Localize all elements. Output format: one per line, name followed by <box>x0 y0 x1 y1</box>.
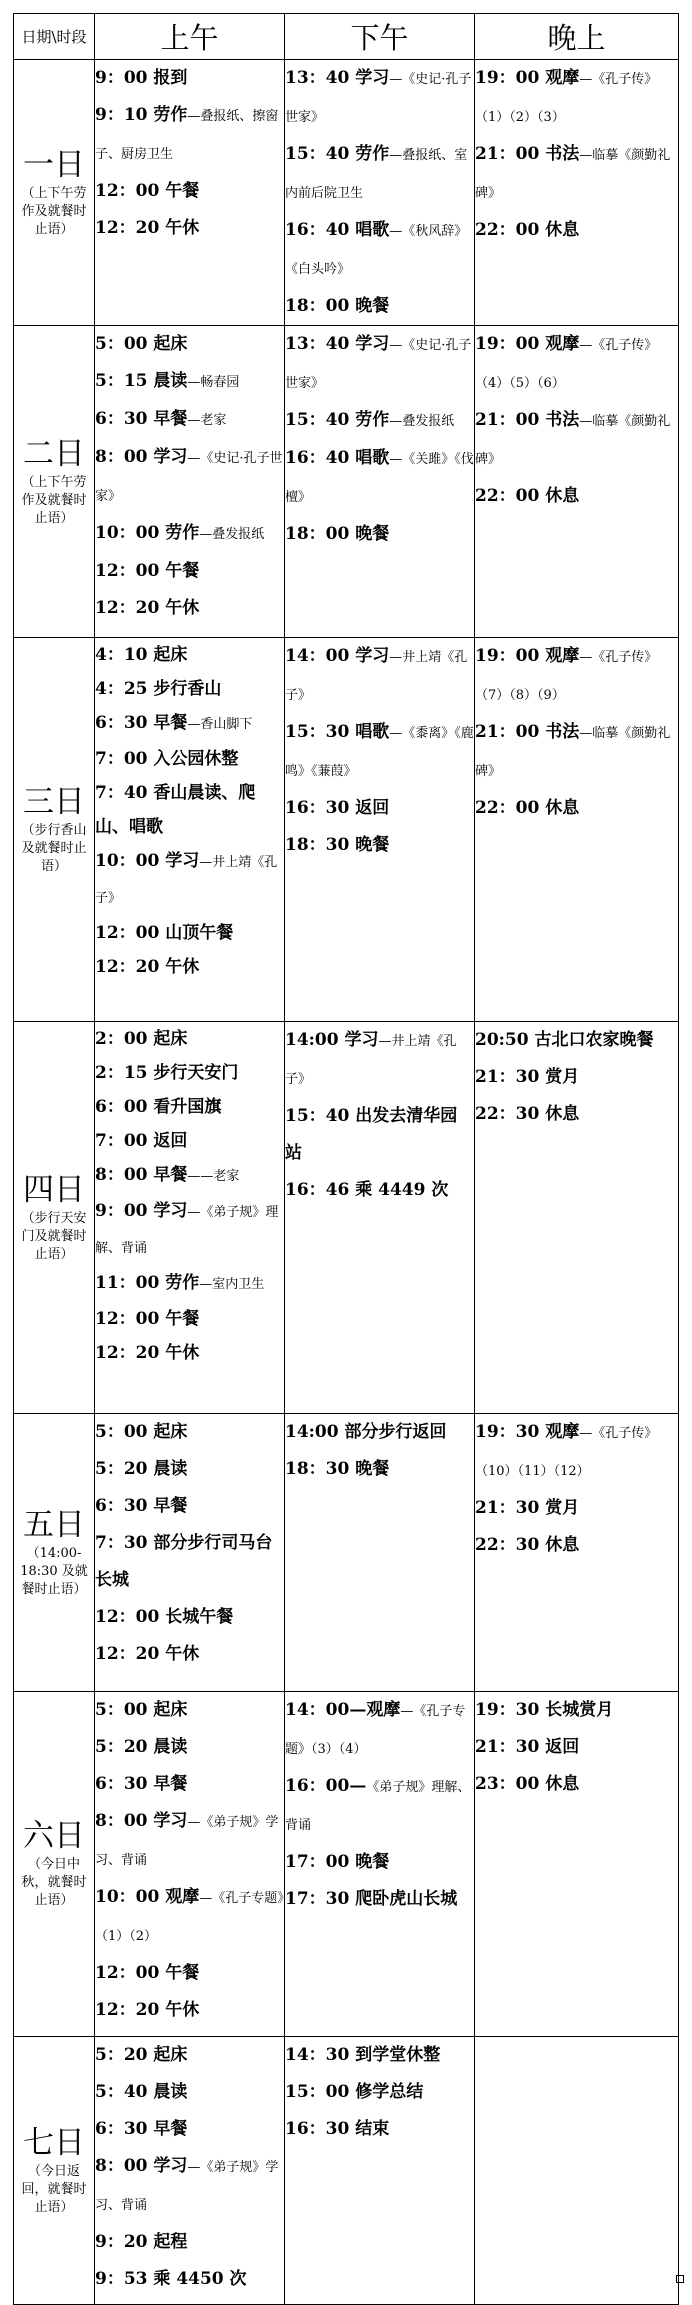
entry-time-activity: 4：25 步行香山 <box>95 679 222 699</box>
schedule-entry <box>95 1955 284 1992</box>
entry-time-activity: 6：30 早餐 <box>95 1774 188 1794</box>
entry-time-activity: 19：00 观摩 <box>475 334 580 354</box>
entry-time-activity: 17：30 爬卧虎山长城 <box>285 1889 458 1909</box>
entry-time-activity: 5：40 晨读 <box>95 2082 188 2102</box>
schedule-entry <box>475 1527 678 1564</box>
entry-detail: —《孔子专题》（1）（2） <box>95 1891 284 1944</box>
schedule-entry <box>475 790 678 827</box>
schedule-entry <box>475 1022 678 1059</box>
entry-time-activity: 20:50 古北口农家晚餐 <box>475 1030 654 1050</box>
entry-time-activity: 13：40 学习 <box>285 68 390 88</box>
schedule-entry <box>95 1636 284 1673</box>
entry-time-activity: 10：00 观摩 <box>95 1887 200 1907</box>
entry-detail: 《弟子规》理解、背诵 <box>285 1780 471 1833</box>
schedule-entry <box>285 60 474 136</box>
evening-header: 晚上 <box>475 14 679 60</box>
schedule-entry <box>95 210 284 247</box>
entry-detail: —老家 <box>187 413 227 428</box>
afternoon-cell <box>285 326 475 638</box>
day-note: （步行天安门及就餐时止语） <box>21 1210 87 1262</box>
entry-time-activity: 14：30 到学堂休整 <box>285 2045 441 2065</box>
schedule-entry <box>285 638 474 714</box>
schedule-entry <box>285 1098 474 1172</box>
morning-cell <box>95 1692 285 2037</box>
entry-time-activity: 7：00 入公园休整 <box>95 749 239 769</box>
entry-time-activity: 2：00 起床 <box>95 1029 188 1049</box>
schedule-entry <box>285 2111 474 2148</box>
entry-time-activity: 9：00 学习 <box>95 1201 188 1221</box>
schedule-entry <box>285 440 474 516</box>
entry-time-activity: 15：30 唱歌 <box>285 722 390 742</box>
schedule-entry <box>95 1266 284 1302</box>
entry-detail: —《孔子传》（7）（8）（9） <box>475 650 658 703</box>
morning-cell <box>95 60 285 326</box>
schedule-entry <box>475 60 678 136</box>
day-note: （上下午劳作及就餐时止语） <box>21 185 87 237</box>
entry-time-activity: 12：20 午休 <box>95 1343 200 1363</box>
entry-time-activity: 9：20 起程 <box>95 2232 188 2252</box>
entry-time-activity: 22：30 休息 <box>475 1104 580 1124</box>
schedule-entry <box>95 742 284 776</box>
entry-detail: —叠报纸、室内前后院卫生 <box>285 148 468 201</box>
entry-time-activity: 12：20 午休 <box>95 957 200 977</box>
day-cell <box>14 638 95 1022</box>
schedule-entry <box>95 2261 284 2298</box>
schedule-entry <box>95 1599 284 1636</box>
entry-time-activity: 6：00 看升国旗 <box>95 1097 222 1117</box>
evening-cell <box>475 1692 679 2037</box>
day-name: 一日 <box>23 146 85 183</box>
entry-time-activity: 6：30 早餐 <box>95 713 188 733</box>
entry-detail: ——老家 <box>187 1169 240 1184</box>
schedule-entry <box>95 1158 284 1194</box>
entry-time-activity: 5：00 起床 <box>95 334 188 354</box>
entry-detail: —《孔子传》（1）（2）（3） <box>475 72 658 125</box>
schedule-entry <box>475 326 678 402</box>
entry-time-activity: 21：30 返回 <box>475 1737 580 1757</box>
schedule-entry <box>475 1766 678 1803</box>
schedule-entry <box>95 1056 284 1090</box>
entry-time-activity: 14：00 学习 <box>285 646 390 666</box>
schedule-entry <box>95 515 284 553</box>
day-note: （14:00-18:30 及就餐时止语） <box>20 1545 88 1597</box>
schedule-entry <box>95 326 284 363</box>
entry-time-activity: 16：40 唱歌 <box>285 220 390 240</box>
evening-cell <box>475 638 679 1022</box>
schedule-entry <box>95 1525 284 1599</box>
schedule-entry <box>95 590 284 627</box>
schedule-table <box>13 13 679 2305</box>
entry-detail: —香山脚下 <box>187 717 253 732</box>
afternoon-cell <box>285 2037 475 2305</box>
entry-time-activity: 22：00 休息 <box>475 220 580 240</box>
morning-cell <box>95 1022 285 1414</box>
entry-time-activity: 12：00 午餐 <box>95 1963 200 1983</box>
entry-time-activity: 12：00 长城午餐 <box>95 1607 234 1627</box>
day-row <box>14 1022 679 1414</box>
day-cell <box>14 60 95 326</box>
entry-time-activity: 12：00 午餐 <box>95 181 200 201</box>
entry-time-activity: 12：20 午休 <box>95 598 200 618</box>
schedule-entry <box>95 1124 284 1158</box>
entry-time-activity: 2：15 步行天安门 <box>95 1063 239 1083</box>
entry-time-activity: 10：00 劳作 <box>95 523 200 543</box>
entry-time-activity: 8：00 学习 <box>95 447 188 467</box>
entry-detail: —《史记·孔子世家》 <box>95 451 283 504</box>
entry-time-activity: 7：40 香山晨读、爬山、唱歌 <box>95 783 256 837</box>
afternoon-cell <box>285 638 475 1022</box>
entry-time-activity: 18：00 晚餐 <box>285 296 390 316</box>
schedule-entry <box>475 714 678 790</box>
schedule-entry <box>285 1768 474 1844</box>
entry-detail: —《史记·孔子世家》 <box>285 72 472 125</box>
schedule-entry <box>95 401 284 439</box>
schedule-entry <box>95 950 284 984</box>
entry-time-activity: 5：00 起床 <box>95 1700 188 1720</box>
entry-time-activity: 14:00 学习 <box>285 1030 379 1050</box>
entry-detail: —井上靖《孔子》 <box>95 855 278 906</box>
schedule-entry <box>95 2111 284 2148</box>
entry-detail: —叠发报纸 <box>199 527 265 542</box>
day-row <box>14 638 679 1022</box>
entry-detail: —叠发报纸 <box>389 414 455 429</box>
schedule-entry <box>95 60 284 97</box>
afternoon-cell <box>285 1022 475 1414</box>
schedule-entry <box>285 212 474 288</box>
day-row <box>14 60 679 326</box>
schedule-entry <box>95 1766 284 1803</box>
day-note: （今日返回，就餐时止语） <box>21 2163 87 2215</box>
entry-time-activity: 21：30 赏月 <box>475 1498 580 1518</box>
entry-time-activity: 12：00 午餐 <box>95 1309 200 1329</box>
entry-detail: —《黍离》《鹿鸣》《蒹葭》 <box>285 726 474 779</box>
morning-cell <box>95 2037 285 2305</box>
day-row <box>14 2037 679 2305</box>
morning-cell <box>95 638 285 1022</box>
schedule-entry <box>285 827 474 864</box>
day-name: 二日 <box>23 435 85 472</box>
entry-time-activity: 6：30 早餐 <box>95 2119 188 2139</box>
entry-detail: —《秋风辞》《白头吟》 <box>285 224 468 277</box>
schedule-entry <box>95 1090 284 1124</box>
entry-time-activity: 19：30 长城赏月 <box>475 1700 614 1720</box>
schedule-entry <box>95 1302 284 1336</box>
schedule-entry <box>285 516 474 553</box>
schedule-entry <box>95 1022 284 1056</box>
day-row <box>14 326 679 638</box>
schedule-entry <box>475 1692 678 1729</box>
schedule-entry <box>95 2148 284 2224</box>
schedule-entry <box>475 212 678 249</box>
day-cell <box>14 1692 95 2037</box>
entry-detail: —室内卫生 <box>199 1277 265 1292</box>
schedule-entry <box>475 1490 678 1527</box>
day-row <box>14 1692 679 2037</box>
schedule-entry <box>475 136 678 212</box>
schedule-entry <box>95 1992 284 2029</box>
schedule-entry <box>475 1059 678 1096</box>
schedule-entry <box>95 776 284 844</box>
entry-detail: —《孔子传》（4）（5）（6） <box>475 338 658 391</box>
entry-time-activity: 19：00 观摩 <box>475 68 580 88</box>
schedule-entry <box>285 288 474 325</box>
entry-time-activity: 4：10 起床 <box>95 645 188 665</box>
entry-time-activity: 19：30 观摩 <box>475 1422 580 1442</box>
entry-time-activity: 16：00— <box>285 1776 367 1796</box>
schedule-entry <box>285 326 474 402</box>
afternoon-cell <box>285 1414 475 1692</box>
entry-time-activity: 15：00 修学总结 <box>285 2082 424 2102</box>
entry-time-activity: 5：20 晨读 <box>95 1737 188 1757</box>
corner-header: 日期\时段 <box>14 14 95 60</box>
day-name: 三日 <box>23 783 85 820</box>
entry-time-activity: 5：15 晨读 <box>95 371 188 391</box>
schedule-entry <box>285 1881 474 1918</box>
entry-time-activity: 17：00 晚餐 <box>285 1852 390 1872</box>
evening-cell <box>475 1414 679 1692</box>
schedule-entry <box>285 714 474 790</box>
day-cell <box>14 2037 95 2305</box>
afternoon-cell <box>285 60 475 326</box>
day-cell <box>14 1022 95 1414</box>
entry-detail: —临摹《颜勤礼碑》 <box>475 148 671 201</box>
entry-time-activity: 5：20 起床 <box>95 2045 188 2065</box>
day-name: 六日 <box>23 1818 85 1855</box>
schedule-entry <box>95 638 284 672</box>
schedule-entry <box>95 916 284 950</box>
evening-cell <box>475 1022 679 1414</box>
entry-time-activity: 14:00 部分步行返回 <box>285 1422 447 1442</box>
entry-time-activity: 21：30 赏月 <box>475 1067 580 1087</box>
entry-detail: —《孔子专题》（3）（4） <box>285 1704 466 1757</box>
entry-time-activity: 15：40 出发去清华园站 <box>285 1106 458 1163</box>
schedule-entry <box>285 402 474 440</box>
morning-cell <box>95 326 285 638</box>
entry-time-activity: 6：30 早餐 <box>95 409 188 429</box>
schedule-entry <box>95 1194 284 1266</box>
header-row <box>14 14 679 60</box>
entry-time-activity: 9：10 劳作 <box>95 105 188 125</box>
day-cell <box>14 326 95 638</box>
schedule-entry <box>95 1729 284 1766</box>
day-cell <box>14 1414 95 1692</box>
schedule-entry <box>95 1803 284 1879</box>
entry-time-activity: 14：00—观摩 <box>285 1700 401 1720</box>
day-name: 五日 <box>23 1506 85 1543</box>
entry-time-activity: 7：00 返回 <box>95 1131 188 1151</box>
entry-time-activity: 11：00 劳作 <box>95 1273 200 1293</box>
entry-time-activity: 22：00 休息 <box>475 798 580 818</box>
schedule-entry <box>475 638 678 714</box>
schedule-entry <box>95 97 284 173</box>
schedule-entry <box>95 363 284 401</box>
schedule-entry <box>475 1414 678 1490</box>
entry-detail: —《孔子传》（10）（11）（12） <box>475 1426 658 1479</box>
entry-time-activity: 21：00 书法 <box>475 144 580 164</box>
afternoon-cell <box>285 1692 475 2037</box>
afternoon-header: 下午 <box>285 14 475 60</box>
schedule-entry <box>95 439 284 515</box>
schedule-entry <box>95 553 284 590</box>
entry-detail: —《史记·孔子世家》 <box>285 338 472 391</box>
schedule-entry <box>285 1451 474 1488</box>
entry-detail: —井上靖《孔子》 <box>285 1034 457 1087</box>
entry-detail: —《关雎》《伐檀》 <box>285 452 474 505</box>
schedule-entry <box>95 1414 284 1451</box>
schedule-entry <box>285 1692 474 1768</box>
entry-time-activity: 21：00 书法 <box>475 410 580 430</box>
evening-cell <box>475 60 679 326</box>
schedule-entry <box>475 1096 678 1133</box>
entry-time-activity: 8：00 学习 <box>95 2156 188 2176</box>
evening-cell <box>475 2037 679 2305</box>
evening-cell <box>475 326 679 638</box>
entry-time-activity: 22：30 休息 <box>475 1535 580 1555</box>
day-name: 七日 <box>23 2124 85 2161</box>
entry-time-activity: 16：40 唱歌 <box>285 448 390 468</box>
schedule-entry <box>285 1414 474 1451</box>
entry-time-activity: 7：30 部分步行司马台长城 <box>95 1533 273 1590</box>
entry-detail: —临摹《颜勤礼碑》 <box>475 414 671 467</box>
entry-time-activity: 22：00 休息 <box>475 486 580 506</box>
entry-time-activity: 10：00 学习 <box>95 851 200 871</box>
schedule-entry <box>95 173 284 210</box>
entry-time-activity: 23：00 休息 <box>475 1774 580 1794</box>
entry-detail: —《弟子规》学习、背诵 <box>95 1815 279 1868</box>
entry-time-activity: 18：30 晚餐 <box>285 835 390 855</box>
entry-time-activity: 16：30 结束 <box>285 2119 390 2139</box>
entry-time-activity: 12：20 午休 <box>95 218 200 238</box>
entry-time-activity: 9：53 乘 4450 次 <box>95 2269 247 2289</box>
schedule-entry <box>285 2037 474 2074</box>
entry-time-activity: 15：40 劳作 <box>285 144 390 164</box>
day-note: （步行香山及就餐时止语） <box>21 822 87 874</box>
entry-time-activity: 12：20 午休 <box>95 1644 200 1664</box>
schedule-entry <box>95 2074 284 2111</box>
entry-time-activity: 9：00 报到 <box>95 68 188 88</box>
entry-time-activity: 8：00 学习 <box>95 1811 188 1831</box>
entry-time-activity: 18：00 晚餐 <box>285 524 390 544</box>
schedule-entry <box>475 478 678 515</box>
entry-time-activity: 15：40 劳作 <box>285 410 390 430</box>
entry-time-activity: 8：00 早餐 <box>95 1165 188 1185</box>
morning-header: 上午 <box>95 14 285 60</box>
schedule-entry <box>285 1844 474 1881</box>
day-note: （今日中秋，就餐时止语） <box>21 1857 87 1909</box>
entry-time-activity: 5：20 晨读 <box>95 1459 188 1479</box>
schedule-entry <box>95 2037 284 2074</box>
entry-time-activity: 16：46 乘 4449 次 <box>285 1180 449 1200</box>
entry-detail: —井上靖《孔子》 <box>285 650 468 703</box>
schedule-entry <box>475 1729 678 1766</box>
schedule-body <box>14 60 679 2305</box>
morning-cell <box>95 1414 285 1692</box>
entry-time-activity: 21：00 书法 <box>475 722 580 742</box>
entry-time-activity: 5：00 起床 <box>95 1422 188 1442</box>
entry-time-activity: 6：30 早餐 <box>95 1496 188 1516</box>
entry-detail: —临摹《颜勤礼碑》 <box>475 726 671 779</box>
schedule-entry <box>95 706 284 742</box>
schedule-entry <box>285 790 474 827</box>
schedule-entry <box>285 1022 474 1098</box>
entry-detail: —叠报纸、擦窗子、厨房卫生 <box>95 109 279 162</box>
day-name: 四日 <box>23 1171 85 1208</box>
schedule-entry <box>95 1879 284 1955</box>
entry-detail: —畅春园 <box>187 375 240 390</box>
entry-time-activity: 16：30 返回 <box>285 798 390 818</box>
day-row <box>14 1414 679 1692</box>
schedule-entry <box>95 844 284 916</box>
entry-detail: —《弟子规》学习、背诵 <box>95 2160 279 2213</box>
entry-detail: —《弟子规》理解、背诵 <box>95 1205 279 1256</box>
entry-time-activity: 19：00 观摩 <box>475 646 580 666</box>
schedule-entry <box>95 2224 284 2261</box>
schedule-entry <box>95 1336 284 1370</box>
schedule-entry <box>95 1692 284 1729</box>
entry-time-activity: 12：20 午休 <box>95 2000 200 2020</box>
schedule-entry <box>285 1172 474 1209</box>
schedule-entry <box>475 402 678 478</box>
schedule-entry <box>285 136 474 212</box>
entry-time-activity: 12：00 午餐 <box>95 561 200 581</box>
schedule-entry <box>95 1488 284 1525</box>
schedule-entry <box>95 672 284 706</box>
entry-time-activity: 18：30 晚餐 <box>285 1459 390 1479</box>
corner-mark <box>676 2275 684 2283</box>
entry-time-activity: 13：40 学习 <box>285 334 390 354</box>
entry-time-activity: 12：00 山顶午餐 <box>95 923 234 943</box>
schedule-entry <box>95 1451 284 1488</box>
schedule-entry <box>285 2074 474 2111</box>
day-note: （上下午劳作及就餐时止语） <box>21 474 87 526</box>
